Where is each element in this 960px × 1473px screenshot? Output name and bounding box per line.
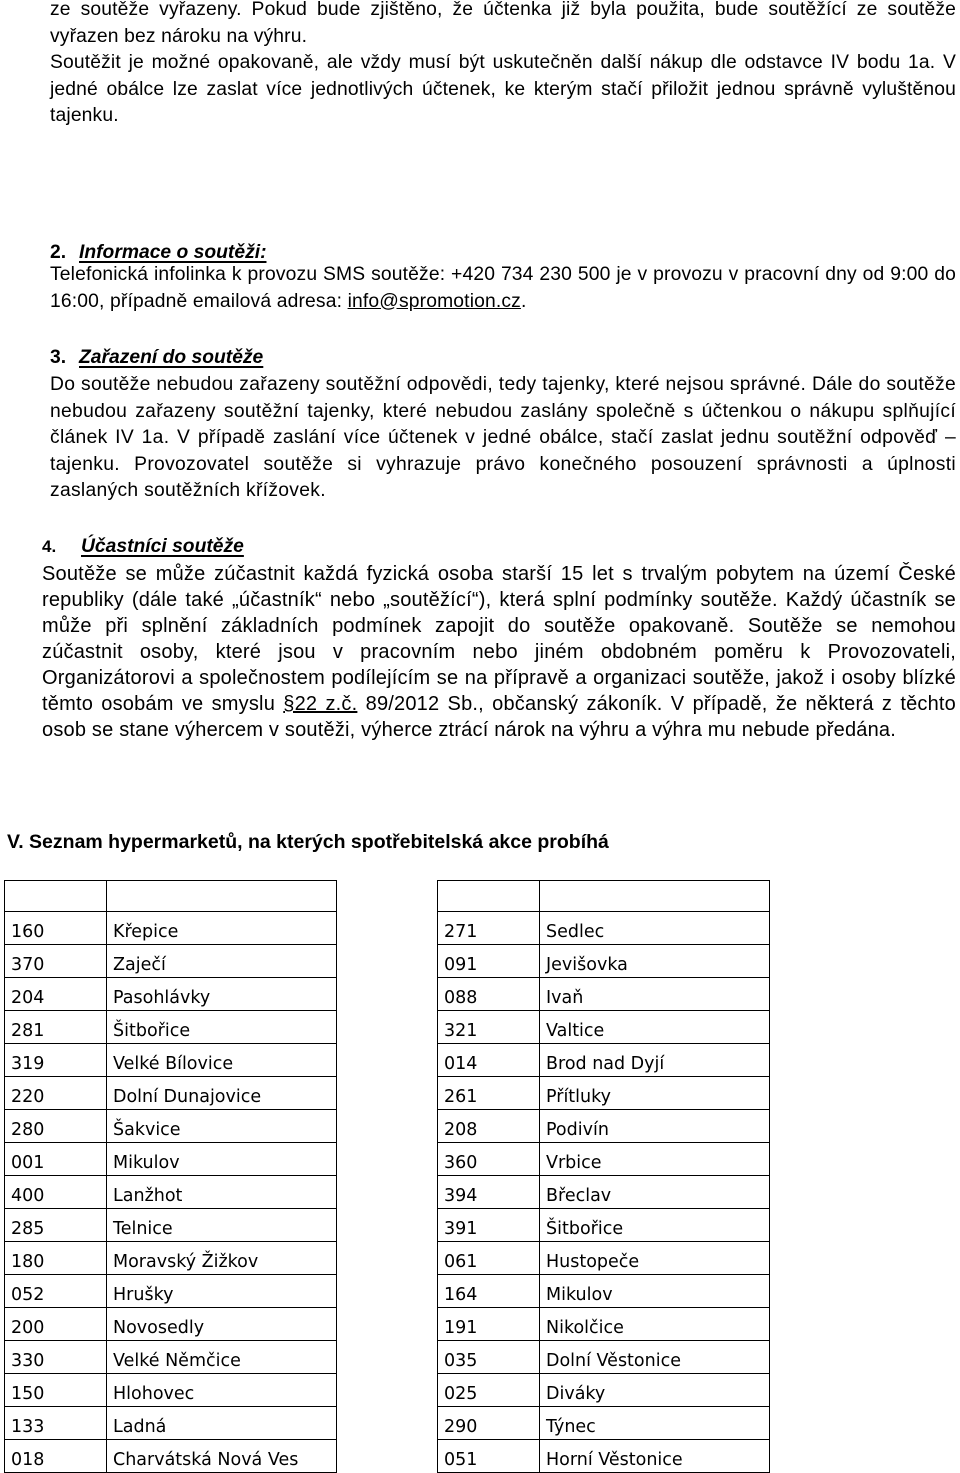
table-row [5,1242,337,1275]
table-row [438,1209,770,1242]
table-row [438,1407,770,1440]
table-row [438,1176,770,1209]
store-code: 191 [438,1308,540,1341]
table-row [5,1209,337,1242]
section-3-paragraph: Do soutěže nebudou zařazeny soutěžní odpovědi, tedy tajenky, které nejsou správné. Dále do soutěže nebudou zařazeny soutěžní tajenky, které nebudou zaslány společně s účtenkou o nákupu splňující článek IV 1a. V případě zaslání více účtenek v jedné obálce, stačí zaslat jednu soutěžní odpověď – tajenku. Provozovatel soutěže si vyhrazuje právo konečného posouzení správnosti a úplnosti zaslaných soutěžních křížovek. [50,374,956,501]
store-location: Týnec [540,1407,770,1440]
section-4-number: 4. [42,537,57,556]
section-2-text: Telefonická infolinka k provozu SMS soutěže: +420 734 230 500 je v provozu v pracovní dny od 9:00 do 16:00, případně emailová adresa: [50,264,956,312]
store-code: 319 [5,1044,107,1077]
store-location: Mikulov [540,1275,770,1308]
store-code: 200 [5,1308,107,1341]
store-code: 280 [5,1110,107,1143]
store-location: Pasohlávky [107,978,337,1011]
store-code: 400 [5,1176,107,1209]
store-location: Ladná [107,1407,337,1440]
store-code: 321 [438,1011,540,1044]
table-row [438,1044,770,1077]
store-location: Ivaň [540,978,770,1011]
table-row [5,1308,337,1341]
table-row [5,1341,337,1374]
store-location: Zaječí [107,945,337,978]
section-2-title: Informace o soutěži: [79,242,267,263]
table-row [438,912,770,945]
section-2-paragraph [50,262,956,315]
store-code: 160 [5,912,107,945]
table-row [5,1407,337,1440]
store-code: 061 [438,1242,540,1275]
contact-email-link[interactable]: info@spromotion.cz [347,290,521,312]
section-2-number: 2. [50,242,67,263]
section-4-text-b: 89/2012 Sb., občanský zákoník. V případě, že některá z těchto osob se stane výhercem v soutěži, výherce ztrácí nárok na výhru a výhra mu nebude předána. [42,693,957,741]
table-top-row [438,881,770,912]
store-code: 330 [5,1341,107,1374]
table-row [438,1077,770,1110]
table-row [438,945,770,978]
store-code: 271 [438,912,540,945]
store-location: Valtice [540,1011,770,1044]
store-code: 290 [438,1407,540,1440]
intro-text-b: Soutěžit je možné opakovaně, ale vždy musí být uskutečněn další nákup dle odstavce IV bodu 1a. V jedné obálce lze zaslat více jednotlivých účtenek, ke kterým stačí přiložit jednou správně vyluštěnou tajenku. [50,52,956,126]
store-location: Horní Věstonice [540,1440,770,1473]
store-location: Novosedly [107,1308,337,1341]
stores-table-left [4,880,337,1473]
store-location: Šitbořice [540,1209,770,1242]
store-code: 204 [5,978,107,1011]
intro-text-a: ze soutěže vyřazeny. Pokud bude zjištěno, že účtenka již byla použita, bude soutěžící ze soutěže vyřazen bez nároku na výhru. [50,0,956,47]
store-code: 261 [438,1077,540,1110]
store-code: 001 [5,1143,107,1176]
store-code: 391 [438,1209,540,1242]
store-location: Břeclav [540,1176,770,1209]
store-location: Diváky [540,1374,770,1407]
table-row [5,978,337,1011]
store-location: Nikolčice [540,1308,770,1341]
table-row [438,1011,770,1044]
store-code: 018 [5,1440,107,1473]
intro-paragraph [50,0,956,130]
store-location: Hustopeče [540,1242,770,1275]
legal-reference: §22 z.č. [283,693,358,715]
store-code: 360 [438,1143,540,1176]
store-location: Charvátská Nová Ves [107,1440,337,1473]
store-code: 285 [5,1209,107,1242]
store-code: 051 [438,1440,540,1473]
store-location: Přítluky [540,1077,770,1110]
table-row [5,912,337,945]
section-2-end: . [520,290,527,312]
table-row [438,1110,770,1143]
section-4-paragraph [42,561,956,743]
section-3-title: Zařazení do soutěže [79,347,264,368]
store-location: Sedlec [540,912,770,945]
store-code: 208 [438,1110,540,1143]
table-row [5,1110,337,1143]
store-location: Šitbořice [107,1011,337,1044]
section-4-title: Účastníci soutěže [81,536,244,557]
store-location: Brod nad Dyjí [540,1044,770,1077]
store-code: 164 [438,1275,540,1308]
store-code: 370 [5,945,107,978]
table-row [438,1308,770,1341]
store-code: 281 [5,1011,107,1044]
table-row [438,1341,770,1374]
store-code: 088 [438,978,540,1011]
store-location: Jevišovka [540,945,770,978]
store-location: Podivín [540,1110,770,1143]
table-row [5,1011,337,1044]
store-location: Dolní Dunajovice [107,1077,337,1110]
section-3-number: 3. [50,347,67,368]
table-row [5,1374,337,1407]
table-row [5,1077,337,1110]
store-location: Mikulov [107,1143,337,1176]
table-row [5,945,337,978]
store-code: 014 [438,1044,540,1077]
store-location: Křepice [107,912,337,945]
store-location: Telnice [107,1209,337,1242]
table-row [5,1044,337,1077]
store-location: Hlohovec [107,1374,337,1407]
store-location: Lanžhot [107,1176,337,1209]
table-row [5,1176,337,1209]
store-code: 150 [5,1374,107,1407]
store-code: 052 [5,1275,107,1308]
table-row [438,1242,770,1275]
store-code: 180 [5,1242,107,1275]
store-code: 133 [5,1407,107,1440]
store-location: Velké Němčice [107,1341,337,1374]
table-row [438,1143,770,1176]
section-3-heading [50,346,263,370]
store-code: 035 [438,1341,540,1374]
section-4-text-a: Soutěže se může zúčastnit každá fyzická osoba starší 15 let s trvalým pobytem na území České republiky (dále také „účastník“ nebo „soutěžící“), která splní podmínky soutěže. Každý účastník se může při splnění základních podmínek zapojit do soutěže opakovaně. Soutěže se nemohou zúčastnit osoby, které jsou v pracovním nebo jiném obdobném poměru k Provozovateli, Organizátorovi a společnostem podílejícím se na přípravě a organizaci soutěže, jakož i osoby blízké těmto osobám ve smyslu [42,563,956,715]
table-row [438,1275,770,1308]
store-location: Hrušky [107,1275,337,1308]
section-5-title: V. Seznam hypermarketů, na kterých spotřebitelská akce probíhá [7,831,609,853]
store-location: Vrbice [540,1143,770,1176]
section-4-heading [42,535,244,559]
store-location: Dolní Věstonice [540,1341,770,1374]
table-row [438,978,770,1011]
store-code: 220 [5,1077,107,1110]
table-top-row [5,881,337,912]
stores-table-right [437,880,770,1473]
store-location: Moravský Žižkov [107,1242,337,1275]
store-code: 025 [438,1374,540,1407]
store-location: Velké Bílovice [107,1044,337,1077]
store-code: 091 [438,945,540,978]
table-row [5,1143,337,1176]
table-row [5,1275,337,1308]
store-code: 394 [438,1176,540,1209]
table-row [438,1374,770,1407]
store-location: Šakvice [107,1110,337,1143]
